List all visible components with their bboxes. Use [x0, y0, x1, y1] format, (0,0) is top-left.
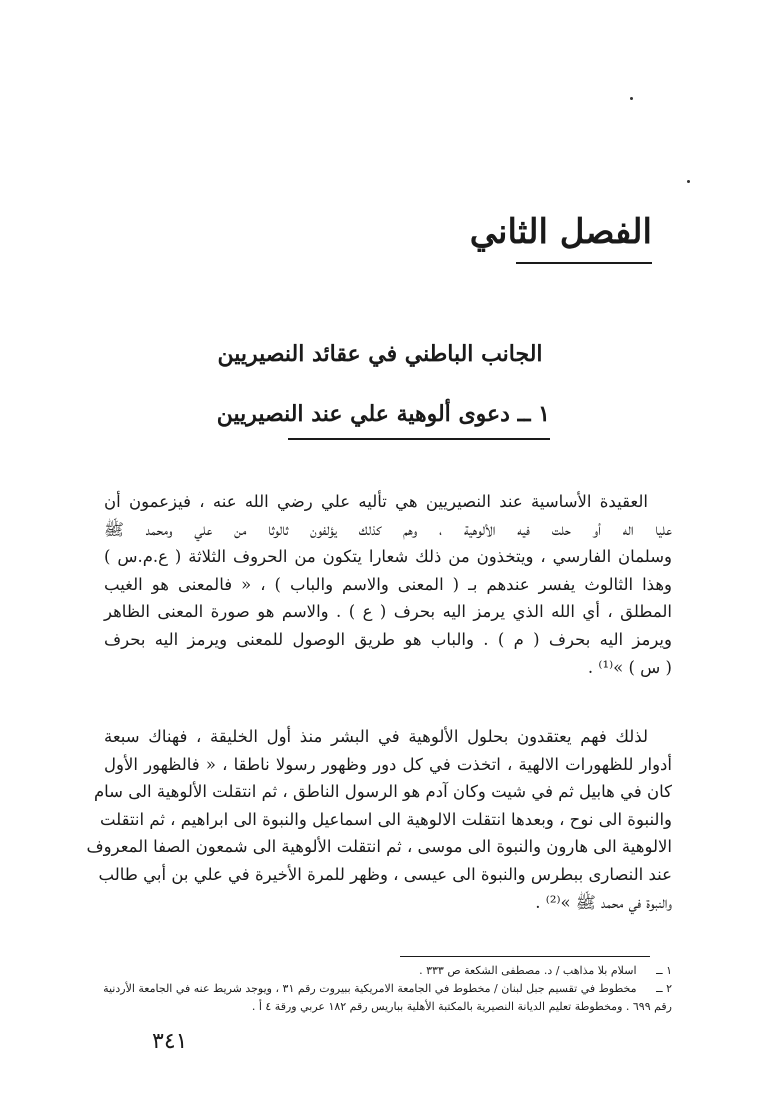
subsection-title: ١ ــ دعوى ألوهية علي عند النصيريين	[216, 401, 550, 427]
text-line: الالوهية الى هارون والنبوة الى موسى ، ثم انتقلت الألوهية الى شمعون الصفا المعروف	[86, 837, 672, 857]
text-line: أدوار للظهورات الالهية ، اتخذت في كل دور وظهور رسولا ناطقا ، « فالظهور الأول	[104, 754, 672, 774]
footnote-text: مخطوط في تقسيم جبل لبنان / مخطوط في الجامعة الامريكية ببيروت رقم ٣١ ، ويوجد شريط عنه في الجامعة الأردنية	[103, 982, 637, 995]
scan-speck	[630, 97, 633, 100]
text-line: ( س ) »⁽¹⁾ .	[587, 657, 672, 677]
text-line: والنبوة في محمد ﷺ »⁽²⁾ .	[535, 892, 672, 912]
page-number: ٣٤١	[152, 1029, 188, 1054]
footnote-2	[104, 980, 672, 998]
text-line: لذلك فهم يعتقدون بحلول الألوهية في البشر منذ أول الخليقة ، فهناك سبعة	[104, 727, 648, 746]
text-line: عليا اله أو حلت فيه الألوهية ، وهم كذلك يؤلفون ثالوثا من علي ومحمد ﷺ	[104, 519, 672, 539]
footnote-1	[104, 962, 672, 980]
text-line: وهذا الثالوث يفسر عندهم بـ ( المعنى والاسم والباب ) ، « فالمعنى هو الغيب	[104, 574, 672, 594]
footnote-2-continued	[104, 998, 672, 1016]
footnote-number: ٢ ــ	[656, 982, 672, 995]
text-line: ويرمز اليه بحرف ( م ) . والباب هو طريق الوصول للمعنى ويرمز اليه بحرف	[104, 629, 672, 649]
footnote-text: اسلام بلا مذاهب / د. مصطفى الشكعة ص ٣٣٣ .	[419, 964, 637, 977]
paragraph-1	[104, 488, 672, 681]
text-line: عند النصارى ببطرس والنبوة الى عيسى ، وظهر للمرة الأخيرة في علي بن أبي طالب	[98, 864, 672, 884]
footnote-separator	[400, 956, 650, 957]
subsection-title-underline	[288, 438, 550, 440]
footnotes	[104, 962, 672, 1016]
text-line: العقيدة الأساسية عند النصيريين هي تأليه علي رضي الله عنه ، فيزعمون أن	[104, 492, 648, 511]
section-title: الجانب الباطني في عقائد النصيريين	[217, 341, 543, 367]
scan-speck	[687, 180, 690, 183]
text-line: وسلمان الفارسي ، ويتخذون من ذلك شعارا يتكون من الحروف الثلاثة ( ع.م.س )	[104, 547, 673, 567]
text-line: كان في هابيل ثم في شيت وكان آدم هو الرسول الناطق ، ثم انتقلت الألوهية الى سام	[93, 782, 672, 802]
chapter-title: الفصل الثاني	[469, 212, 652, 252]
footnote-number: ١ ــ	[656, 964, 672, 977]
paragraph-2	[86, 723, 672, 916]
text-line: والنبوة الى نوح ، وبعدها انتقلت الالوهية الى اسماعيل والنبوة الى ابراهيم ، ثم انتقلت	[99, 809, 672, 829]
footnote-text: رقم ٦٩٩ . ومخطوطة تعليم الديانة النصيرية بالمكتبة الأهلية بباريس رقم ١٨٢ عربي ورقة ٤ أ .	[251, 1000, 672, 1013]
chapter-title-underline	[516, 262, 652, 264]
text-line: المطلق ، أي الله الذي يرمز اليه بحرف ( ع ) . والاسم هو صورة المعنى الظاهر	[104, 602, 672, 622]
